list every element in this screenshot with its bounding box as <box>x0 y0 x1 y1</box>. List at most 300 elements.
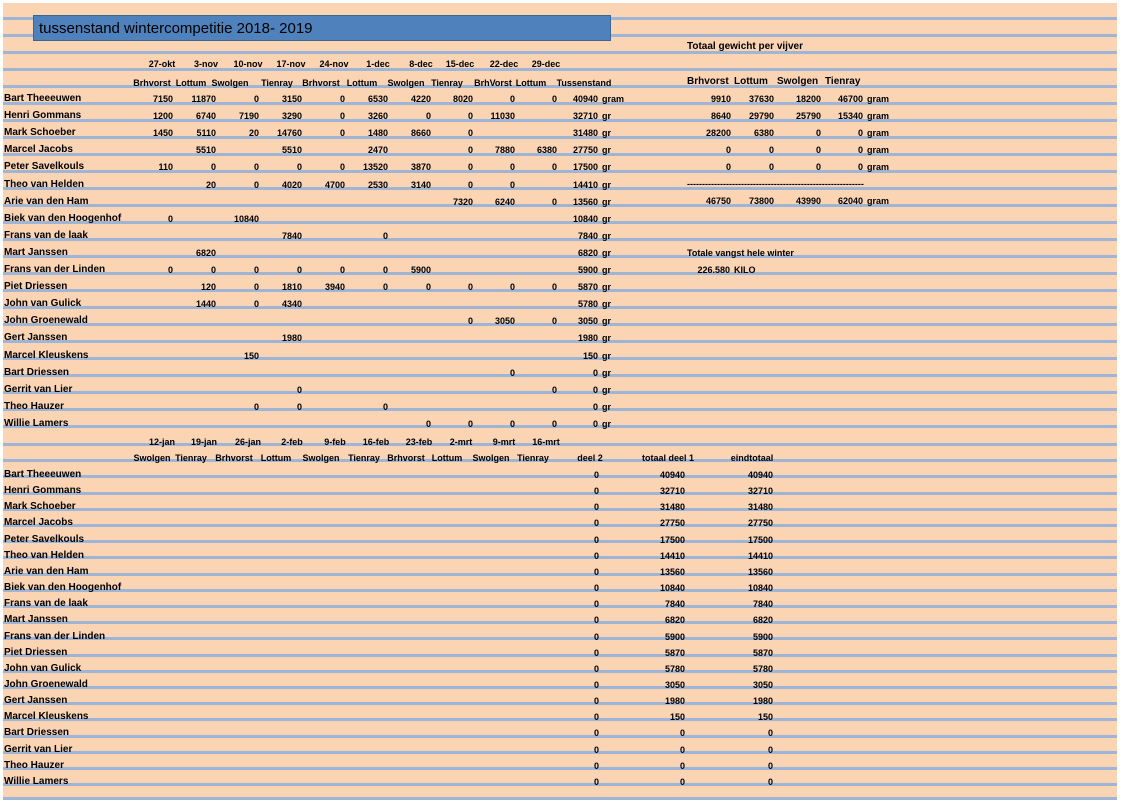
participant-name: Bart Theeeuwen <box>4 93 82 104</box>
score-cell: 6820 <box>195 247 216 258</box>
score-cell: 0 <box>467 162 473 173</box>
pond-value: 0 <box>768 145 774 156</box>
score-cell: 13520 <box>362 162 388 173</box>
participant-name: Willie Lamers <box>4 417 69 429</box>
eindtotaal-value: 0 <box>767 728 773 739</box>
score-cell: 3140 <box>410 179 431 190</box>
score-cell: 0 <box>425 418 431 429</box>
score-cell: 2530 <box>367 179 388 190</box>
date-header: 2-feb <box>281 437 303 447</box>
participant-name: Arie van den Ham <box>4 195 89 207</box>
pond-value: 29790 <box>748 111 774 122</box>
location-header: Swolgen <box>133 453 171 463</box>
tussenstand-total: 31480 <box>572 128 598 139</box>
score-cell: 0 <box>253 401 259 412</box>
participant-name: Biek van den Hoogenhof <box>4 582 122 594</box>
participant-name: Gert Janssen <box>4 695 68 707</box>
score-cell: 5510 <box>281 145 302 156</box>
totaal-deel1-value: 0 <box>679 728 685 739</box>
location-header: Lottum <box>346 78 378 88</box>
participant-name: Theo van Helden <box>4 549 85 561</box>
eindtotaal-value: 7840 <box>752 599 773 610</box>
date-header: 12-jan <box>148 437 175 447</box>
participant-name: John Groenewald <box>4 315 88 327</box>
score-cell: 5110 <box>196 128 216 139</box>
score-cell: 6530 <box>367 94 388 104</box>
totaal-deel1-value: 7840 <box>664 599 685 610</box>
tussenstand-total: 14410 <box>572 179 598 190</box>
score-cell: 0 <box>382 230 388 241</box>
participant-name: Bart Driessen <box>4 727 70 739</box>
pond-value: 0 <box>725 162 731 173</box>
deel2-value: 0 <box>593 550 599 561</box>
deel2-value: 0 <box>593 760 599 771</box>
totaal-deel1-value: 10840 <box>659 583 685 594</box>
tussenstand-total: 1980 <box>577 333 598 344</box>
participant-name: Mart Janssen <box>4 246 68 258</box>
unit-label: gr <box>602 282 611 293</box>
score-cell: 3260 <box>367 111 388 122</box>
date-header: 27-okt <box>148 59 176 69</box>
score-cell: 0 <box>467 418 473 429</box>
location-header: Brhvorst <box>302 78 340 88</box>
unit-label: gram <box>602 94 625 104</box>
deel2-value: 0 <box>593 744 599 755</box>
score-cell: 14760 <box>276 128 302 139</box>
participant-name: Theo van Helden <box>4 178 85 190</box>
score-cell: 0 <box>253 162 259 173</box>
unit-label: gram <box>867 162 890 173</box>
score-cell: 0 <box>425 282 431 293</box>
score-cell: 10840 <box>233 213 259 224</box>
total-header: Tussenstand <box>556 78 612 88</box>
score-cell: 4220 <box>410 94 431 104</box>
pond-value: 9910 <box>710 94 731 104</box>
score-cell: 0 <box>210 265 216 275</box>
totaal-deel1-value: 27750 <box>659 518 685 529</box>
eindtotaal-header: eindtotaal <box>730 453 774 463</box>
tussenstand-total: 0 <box>592 367 598 378</box>
location-header: Swolgen <box>302 453 340 463</box>
page-title: tussenstand wintercompetitie 2018- 2019 <box>39 20 313 37</box>
score-cell: 8660 <box>410 128 431 139</box>
deel2-value: 0 <box>593 566 599 577</box>
location-header: Brhvorst <box>215 453 253 463</box>
eindtotaal-value: 1980 <box>752 696 773 707</box>
deel2-value: 0 <box>593 712 599 723</box>
score-cell: 5510 <box>195 145 216 156</box>
totaal-deel1-value: 31480 <box>659 502 685 513</box>
row-separator <box>3 797 1117 800</box>
eindtotaal-value: 14410 <box>747 550 773 561</box>
unit-label: gr <box>602 111 611 122</box>
pond-divider: ----------------------------------------------------------- <box>687 179 864 189</box>
score-cell: 1480 <box>367 128 388 139</box>
participant-name: Henri Gommans <box>4 110 82 122</box>
tussenstand-total: 0 <box>592 401 598 412</box>
pond-value: 37630 <box>748 94 774 104</box>
deel2-value: 0 <box>593 486 599 497</box>
deel2-value: 0 <box>593 776 599 787</box>
eindtotaal-value: 5900 <box>752 631 773 642</box>
totaal-deel1-value: 0 <box>679 776 685 787</box>
score-cell: 0 <box>509 162 515 173</box>
participant-name: Marcel Kleuskens <box>4 349 89 361</box>
pond-value: 0 <box>857 128 863 139</box>
participant-name: John Groenewald <box>4 678 88 690</box>
tussenstand-total: 17500 <box>572 162 598 173</box>
score-cell: 2470 <box>367 145 388 156</box>
pond-value: 25790 <box>795 111 821 122</box>
score-cell: 1200 <box>152 111 173 122</box>
eindtotaal-value: 6820 <box>752 615 773 626</box>
score-cell: 0 <box>253 265 259 275</box>
deel2-value: 0 <box>593 599 599 610</box>
tussenstand-total: 0 <box>592 384 598 395</box>
deel2-value: 0 <box>593 728 599 739</box>
score-cell: 3940 <box>324 282 345 293</box>
participant-name: Bart Theeeuwen <box>4 469 82 480</box>
participant-name: Peter Savelkouls <box>4 161 85 173</box>
score-cell: 0 <box>551 418 557 429</box>
participant-name: Mart Janssen <box>4 614 68 626</box>
score-cell: 0 <box>509 179 515 190</box>
eindtotaal-value: 31480 <box>747 502 773 513</box>
score-cell: 3870 <box>410 162 431 173</box>
pond-value: 18200 <box>795 94 821 104</box>
location-header: Lottum <box>175 78 207 88</box>
pond-value: 0 <box>725 145 731 156</box>
score-cell: 0 <box>296 162 302 173</box>
participant-name: John van Gulick <box>4 662 82 674</box>
score-cell: 1810 <box>281 282 302 293</box>
score-cell: 0 <box>253 179 259 190</box>
totaal-deel1-value: 1980 <box>664 696 685 707</box>
pond-value: 15340 <box>837 111 863 122</box>
score-cell: 0 <box>551 162 557 173</box>
score-cell: 0 <box>210 162 216 173</box>
tussenstand-total: 3050 <box>577 316 598 327</box>
tussenstand-total: 27750 <box>572 145 598 156</box>
eindtotaal-value: 150 <box>757 712 773 723</box>
date-header: 19-jan <box>190 437 217 447</box>
date-header: 9-mrt <box>492 437 516 447</box>
pond-value: 0 <box>857 162 863 173</box>
participant-name: Bart Driessen <box>4 366 70 378</box>
score-cell: 0 <box>551 316 557 327</box>
pond-total-value: 62040 <box>837 196 863 206</box>
totaal-deel1-value: 0 <box>679 744 685 755</box>
eindtotaal-value: 27750 <box>747 518 773 529</box>
score-cell: 20 <box>248 128 259 139</box>
unit-label: gram <box>867 196 890 206</box>
tussenstand-total: 32710 <box>572 111 598 122</box>
pond-value: 0 <box>815 145 821 156</box>
score-cell: 6380 <box>536 145 557 156</box>
unit-label: gram <box>867 145 890 156</box>
date-header: 16-mrt <box>532 437 560 447</box>
date-header: 3-nov <box>193 59 218 69</box>
pond-total-value: 46750 <box>705 196 731 206</box>
eindtotaal-value: 0 <box>767 776 773 787</box>
score-cell: 0 <box>551 94 557 104</box>
score-cell: 0 <box>509 94 515 104</box>
pond-total-value: 73800 <box>748 196 774 206</box>
totaal-deel1-value: 13560 <box>659 566 685 577</box>
date-header: 22-dec <box>489 59 519 69</box>
deel2-value: 0 <box>593 696 599 707</box>
location-header: Tienray <box>517 453 549 463</box>
tussenstand-total: 150 <box>582 350 598 361</box>
score-cell: 0 <box>296 401 302 412</box>
totaal-deel1-value: 150 <box>669 712 685 723</box>
score-cell: 110 <box>158 162 173 173</box>
score-cell: 0 <box>167 213 173 224</box>
score-cell: 7190 <box>238 111 259 122</box>
score-cell: 0 <box>339 111 345 122</box>
score-cell: 0 <box>509 282 515 293</box>
participant-name: Marcel Jacobs <box>4 144 73 156</box>
deel2-value: 0 <box>593 518 599 529</box>
participant-name: Theo Hauzer <box>4 759 65 771</box>
unit-label: gr <box>602 401 611 412</box>
score-cell: 11870 <box>191 94 216 104</box>
pond-value: 0 <box>857 145 863 156</box>
pond-header: Tienray <box>825 76 861 87</box>
score-cell: 6240 <box>494 196 515 207</box>
score-cell: 0 <box>509 418 515 429</box>
participant-name: Henri Gommans <box>4 485 82 497</box>
unit-label: gr <box>602 350 611 361</box>
totaal-deel1-header: totaal deel 1 <box>641 453 695 463</box>
participant-name: Gert Janssen <box>4 332 68 344</box>
unit-label: gr <box>602 230 611 241</box>
participant-name: Theo Hauzer <box>4 400 65 412</box>
score-cell: 0 <box>339 162 345 173</box>
score-cell: 7320 <box>452 196 473 207</box>
deel2-value: 0 <box>593 502 599 513</box>
totaal-deel1-value: 40940 <box>659 470 685 480</box>
totaal-deel1-value: 14410 <box>659 550 685 561</box>
score-cell: 4700 <box>324 179 345 190</box>
tussenstand-total: 0 <box>592 418 598 429</box>
date-header: 29-dec <box>531 59 561 69</box>
deel2-value: 0 <box>593 647 599 658</box>
tussenstand-total: 40940 <box>572 94 598 104</box>
participant-name: Frans van de laak <box>4 229 88 241</box>
totaal-deel1-value: 5900 <box>664 631 685 642</box>
score-cell: 0 <box>551 196 557 207</box>
score-cell: 120 <box>200 282 216 293</box>
date-header: 15-dec <box>445 59 475 69</box>
tussenstand-total: 6820 <box>577 247 598 258</box>
score-cell: 0 <box>467 128 473 139</box>
unit-label: gr <box>602 196 611 207</box>
winter-total-value: 226.580 <box>697 265 730 275</box>
score-cell: 0 <box>467 179 473 190</box>
pond-header: Swolgen <box>777 76 819 87</box>
pond-value: 0 <box>768 162 774 173</box>
tussenstand-total: 5780 <box>577 299 598 310</box>
unit-label: gr <box>602 247 611 258</box>
deel2-value: 0 <box>593 534 599 545</box>
date-header: 23-feb <box>405 437 433 447</box>
score-cell: 7880 <box>494 145 515 156</box>
unit-label: gr <box>602 384 611 395</box>
participant-name: Frans van der Linden <box>4 264 106 275</box>
unit-label: gr <box>602 367 611 378</box>
unit-label: gr <box>602 316 611 327</box>
location-header: Lottum <box>515 78 547 88</box>
location-header: Lottum <box>431 453 463 463</box>
score-cell: 0 <box>296 384 302 395</box>
score-cell: 5900 <box>410 265 431 275</box>
location-header: Swolgen <box>472 453 510 463</box>
totaal-deel1-value: 0 <box>679 760 685 771</box>
pond-value: 46700 <box>837 94 863 104</box>
participant-name: Piet Driessen <box>4 646 68 658</box>
pond-value: 0 <box>815 162 821 173</box>
eindtotaal-value: 40940 <box>747 470 773 480</box>
score-cell: 1450 <box>152 128 173 139</box>
pond-value: 6380 <box>753 128 774 139</box>
score-cell: 0 <box>167 265 173 275</box>
eindtotaal-value: 13560 <box>747 566 773 577</box>
score-cell: 0 <box>253 299 259 310</box>
tussenstand-total: 10840 <box>572 213 598 224</box>
score-cell: 0 <box>467 145 473 156</box>
participant-name: Piet Driessen <box>4 281 68 293</box>
score-cell: 0 <box>253 282 259 293</box>
tussenstand-total: 5900 <box>577 265 598 275</box>
date-header: 1-dec <box>366 59 390 69</box>
title-banner <box>33 15 611 41</box>
pond-value: 8640 <box>710 111 731 122</box>
pond-total-value: 43990 <box>795 196 821 206</box>
score-cell: 4340 <box>281 299 302 310</box>
participant-name: Frans van der Linden <box>4 630 106 642</box>
pond-header: Lottum <box>734 76 768 87</box>
deel2-value: 0 <box>593 631 599 642</box>
score-cell: 0 <box>509 367 515 378</box>
unit-label: gr <box>602 213 611 224</box>
score-cell: 0 <box>382 282 388 293</box>
date-header: 9-feb <box>324 437 346 447</box>
score-cell: 0 <box>551 282 557 293</box>
score-cell: 0 <box>467 316 473 327</box>
score-cell: 8020 <box>452 94 473 104</box>
eindtotaal-value: 0 <box>767 760 773 771</box>
participant-name: Willie Lamers <box>4 775 69 787</box>
location-header: Lottum <box>260 453 292 463</box>
location-header: Tienray <box>261 78 293 88</box>
score-cell: 0 <box>253 94 259 104</box>
deel2-value: 0 <box>593 679 599 690</box>
participant-name: Peter Savelkouls <box>4 533 85 545</box>
score-cell: 20 <box>205 179 216 190</box>
date-header: 2-mrt <box>449 437 473 447</box>
participant-name: Marcel Jacobs <box>4 517 73 529</box>
deel2-header: deel 2 <box>577 453 603 463</box>
score-cell: 0 <box>467 282 473 293</box>
date-header: 10-nov <box>233 59 263 69</box>
participant-name: Marcel Kleuskens <box>4 711 89 723</box>
score-cell: 4020 <box>281 179 302 190</box>
winter-total-unit: KILO <box>734 265 756 275</box>
eindtotaal-value: 3050 <box>752 679 773 690</box>
tussenstand-total: 13560 <box>572 196 598 207</box>
score-cell: 3050 <box>494 316 515 327</box>
pond-value: 0 <box>815 128 821 139</box>
deel2-value: 0 <box>593 583 599 594</box>
eindtotaal-value: 0 <box>767 744 773 755</box>
location-header: Tienray <box>348 453 380 463</box>
participant-name: John van Gulick <box>4 298 82 310</box>
score-cell: 0 <box>467 111 473 122</box>
score-cell: 3150 <box>281 94 302 104</box>
location-header: Brhvorst <box>387 453 425 463</box>
score-cell: 7840 <box>281 230 302 241</box>
unit-label: gram <box>867 94 890 104</box>
location-header: Tienray <box>431 78 463 88</box>
eindtotaal-value: 32710 <box>747 486 773 497</box>
deel2-value: 0 <box>593 470 599 480</box>
pond-totals-title: Totaal gewicht per vijver <box>687 41 803 52</box>
totaal-deel1-value: 32710 <box>659 486 685 497</box>
score-cell: 0 <box>339 94 345 104</box>
score-cell: 0 <box>382 401 388 412</box>
tussenstand-total: 5870 <box>577 282 598 293</box>
totaal-deel1-value: 17500 <box>659 534 685 545</box>
unit-label: gram <box>867 128 890 139</box>
location-header: Brhvorst <box>133 78 171 88</box>
date-header: 16-feb <box>362 437 390 447</box>
pond-header: Brhvorst <box>687 76 729 87</box>
score-cell: 1440 <box>195 299 216 310</box>
participant-name: Frans van de laak <box>4 598 88 610</box>
unit-label: gr <box>602 265 611 275</box>
deel2-value: 0 <box>593 663 599 674</box>
score-cell: 0 <box>382 265 388 275</box>
score-cell: 6740 <box>195 111 216 122</box>
score-cell: 150 <box>243 350 259 361</box>
score-cell: 0 <box>551 384 557 395</box>
unit-label: gr <box>602 128 611 139</box>
score-cell: 0 <box>425 111 431 122</box>
unit-label: gram <box>867 111 890 122</box>
totaal-deel1-value: 5780 <box>664 663 685 674</box>
deel2-value: 0 <box>593 615 599 626</box>
eindtotaal-value: 5870 <box>752 647 773 658</box>
location-header: Swolgen <box>211 78 249 88</box>
totaal-deel1-value: 3050 <box>664 679 685 690</box>
score-cell: 0 <box>296 265 302 275</box>
unit-label: gr <box>602 162 611 173</box>
location-header: BrhVorst <box>474 78 512 88</box>
unit-label: gr <box>602 145 611 156</box>
date-header: 8-dec <box>409 59 433 69</box>
participant-name: Mark Schoeber <box>4 127 76 139</box>
score-cell: 0 <box>339 128 345 139</box>
participant-name: Biek van den Hoogenhof <box>4 212 122 224</box>
unit-label: gr <box>602 179 611 190</box>
location-header: Swolgen <box>387 78 425 88</box>
unit-label: gr <box>602 418 611 429</box>
date-header: 24-nov <box>319 59 349 69</box>
totaal-deel1-value: 6820 <box>664 615 685 626</box>
score-cell: 1980 <box>281 333 302 344</box>
eindtotaal-value: 10840 <box>747 583 773 594</box>
